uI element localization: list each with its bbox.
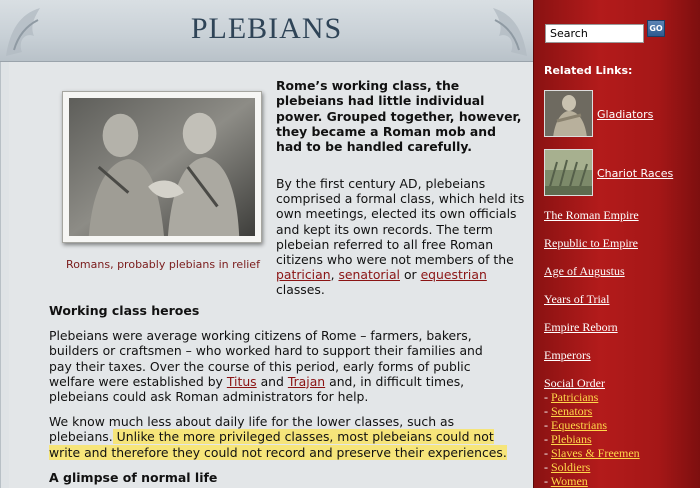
related-links-title: Related Links: xyxy=(544,64,633,77)
paragraph-text: and xyxy=(256,373,288,389)
paragraph-working-citizens xyxy=(49,328,509,404)
list-item xyxy=(544,404,640,418)
list-dash: - xyxy=(544,418,551,432)
sub-link-soldiers[interactable]: Soldiers xyxy=(551,460,591,474)
sidebar xyxy=(533,0,700,488)
paragraph-text: By the first century AD, plebeians comprised a formal class, which held its own meetings, elected its own officials and kept its own records. The term plebeian referred to all free Roman citizens who were not members of the xyxy=(276,176,525,268)
ornament-right-icon xyxy=(471,0,533,62)
sub-link-senators[interactable]: Senators xyxy=(551,404,593,418)
sub-link-plebians[interactable]: Plebians xyxy=(551,432,592,446)
heading-working-class: Working class heroes xyxy=(49,303,200,318)
list-dash: - xyxy=(544,390,551,404)
search-input[interactable] xyxy=(545,24,644,43)
list-item xyxy=(544,446,640,460)
list-dash: - xyxy=(544,432,551,446)
link-gladiators[interactable]: Gladiators xyxy=(597,108,654,121)
page-title: PLEBIANS xyxy=(190,12,343,45)
page-header xyxy=(0,0,533,62)
sidebar-link-social-order[interactable]: Social Order xyxy=(544,376,605,390)
list-item xyxy=(544,418,640,432)
heading-glimpse: A glimpse of normal life xyxy=(49,470,218,485)
go-button[interactable]: GO xyxy=(647,20,665,37)
sub-link-equestrians[interactable]: Equestrians xyxy=(551,418,607,432)
list-dash: - xyxy=(544,404,551,418)
list-dash: - xyxy=(544,460,551,474)
separator-text: , xyxy=(330,267,339,283)
relief-photo xyxy=(62,91,262,243)
separator-text: or xyxy=(400,267,421,283)
link-senatorial[interactable]: senatorial xyxy=(338,267,400,283)
gladiators-thumbnail[interactable] xyxy=(544,90,593,137)
sub-link-women[interactable]: Women xyxy=(550,474,588,488)
link-trajan[interactable]: Trajan xyxy=(287,373,326,389)
link-titus[interactable]: Titus xyxy=(226,373,257,389)
link-chariot-races[interactable]: Chariot Races xyxy=(597,167,674,180)
photo-caption: Romans, probably plebians in relief xyxy=(66,258,260,271)
sidebar-link-age-of-augustus[interactable]: Age of Augustus xyxy=(544,264,625,278)
social-order-list xyxy=(544,390,640,488)
relief-image xyxy=(69,98,255,236)
list-item xyxy=(544,390,640,404)
list-dash: - xyxy=(544,446,551,460)
sidebar-link-roman-empire[interactable]: The Roman Empire xyxy=(544,208,639,222)
paragraph-formal-class xyxy=(276,176,526,298)
link-equestrian[interactable]: equestrian xyxy=(420,267,487,283)
chariot-races-thumbnail[interactable] xyxy=(544,149,593,196)
sidebar-link-republic-to-empire[interactable]: Republic to Empire xyxy=(544,236,638,250)
list-item xyxy=(544,474,640,488)
list-item xyxy=(544,432,640,446)
sub-link-slaves-freemen[interactable]: Slaves & Freemen xyxy=(551,446,640,460)
intro-text: Rome’s working class, the plebeians had little individual power. Grouped together, however, they became a Roman mob and had to be handled carefully. xyxy=(276,78,522,155)
sidebar-link-emperors[interactable]: Emperors xyxy=(544,348,591,362)
list-item xyxy=(544,460,640,474)
paragraph-text: Plebeians were average working citizens of Rome – farmers, bakers, builders or craftsmen – who worked hard to support their families and pay their taxes. Over the course of this period, early forms of public welfare were established by xyxy=(49,328,483,389)
highlighted-text: Unlike the more privileged classes, most plebeians could not write and therefore they could not record and preserve their experiences. xyxy=(49,429,507,460)
main-content xyxy=(0,62,533,488)
sidebar-link-years-of-trial[interactable]: Years of Trial xyxy=(544,292,610,306)
sub-link-patricians[interactable]: Patricians xyxy=(551,390,599,404)
paragraph-text: We know much less about daily life for the lower classes, such as plebeians. xyxy=(49,414,455,445)
paragraph-text: classes. xyxy=(276,282,325,298)
paragraph-text: and, in difficult times, plebeians could ask Roman administrators for help. xyxy=(49,373,465,405)
link-patrician[interactable]: patrician xyxy=(276,267,331,283)
paragraph-daily-life xyxy=(49,414,509,460)
sidebar-link-empire-reborn[interactable]: Empire Reborn xyxy=(544,320,618,334)
list-dash: - xyxy=(544,474,551,488)
